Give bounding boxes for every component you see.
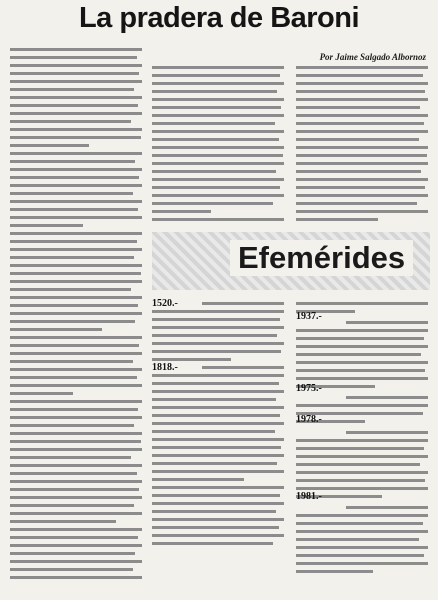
efemerides-year-1818: 1818.- (152, 362, 178, 373)
article-column-1 (10, 48, 142, 584)
efemerides-title: Efemérides (230, 240, 413, 276)
efemerides-year-1520: 1520.- (152, 298, 178, 309)
efemerides-year-1975: 1975.- (296, 383, 322, 394)
efemerides-banner (152, 232, 430, 290)
efemerides-column-1 (152, 302, 284, 550)
article-column-3 (296, 66, 428, 226)
article-headline: La pradera de Baroni (78, 2, 360, 34)
efemerides-year-1937: 1937.- (296, 311, 322, 322)
article-column-2 (152, 66, 284, 226)
efemerides-column-2 (296, 302, 428, 578)
efemerides-year-1981: 1981.- (296, 491, 322, 502)
efemerides-year-1978: 1978.- (296, 414, 322, 425)
article-byline: Por Jaime Salgado Albornoz (319, 52, 426, 62)
